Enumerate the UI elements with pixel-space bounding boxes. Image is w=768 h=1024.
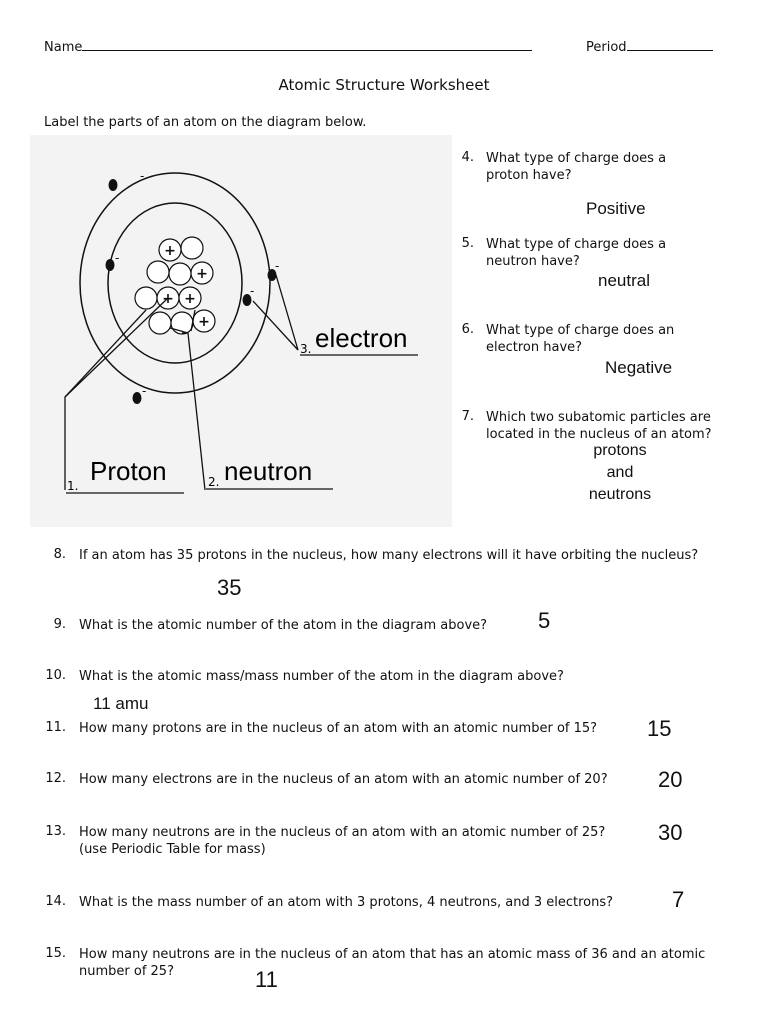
neutron-1 bbox=[181, 237, 203, 259]
answer-4: Positive bbox=[586, 199, 646, 218]
electron-2 bbox=[106, 259, 115, 271]
electron-sign: - bbox=[115, 251, 120, 265]
neutron-5 bbox=[149, 312, 171, 334]
electron-sign: - bbox=[275, 259, 280, 273]
question-text bbox=[79, 824, 659, 858]
question-text-line: How many neutrons are in the nucleus of an atom with an atomic number of 25? bbox=[79, 825, 606, 840]
name-label: Name bbox=[44, 38, 532, 55]
instruction-text: Label the parts of an atom on the diagram below. bbox=[44, 115, 367, 130]
question-text: What is the atomic number of the atom in the diagram above? bbox=[79, 618, 488, 633]
proton-sign: + bbox=[164, 243, 176, 259]
question-number: 10. bbox=[45, 668, 66, 683]
answer-7-line: protons bbox=[593, 442, 647, 459]
answer-7 bbox=[560, 440, 680, 506]
label-3-answer: electron bbox=[315, 323, 408, 353]
question-number: 5. bbox=[461, 236, 474, 251]
answer-13: 30 bbox=[658, 820, 683, 845]
question-number: 14. bbox=[45, 894, 66, 909]
neutron-2 bbox=[147, 261, 169, 283]
question-number: 12. bbox=[45, 771, 66, 786]
question-number: 9. bbox=[53, 617, 66, 632]
label-2-answer: neutron bbox=[224, 456, 313, 486]
answer-5: neutral bbox=[598, 271, 650, 290]
question-number: 8. bbox=[53, 547, 66, 562]
answer-15: 11 bbox=[255, 967, 278, 992]
name-blank[interactable] bbox=[82, 38, 532, 51]
proton-sign: + bbox=[198, 314, 210, 330]
proton-sign: + bbox=[184, 291, 196, 307]
question-number: 7. bbox=[461, 409, 474, 424]
question-text: How many electrons are in the nucleus of an atom with an atomic number of 20? bbox=[79, 772, 608, 787]
proton-sign: + bbox=[162, 291, 174, 307]
question-number: 11. bbox=[45, 720, 66, 735]
question-text: How many neutrons are in the nucleus of an atom that has an atomic mass of 36 and an atomic number of 25? bbox=[79, 947, 706, 979]
question-text: What is the atomic mass/mass number of the atom in the diagram above? bbox=[79, 669, 564, 684]
question-number: 13. bbox=[45, 824, 66, 839]
answer-7-line: neutrons bbox=[588, 486, 652, 503]
answer-10: 11 amu bbox=[93, 694, 149, 713]
answer-6: Negative bbox=[605, 358, 673, 377]
electron-1 bbox=[109, 179, 118, 191]
label-2-number: 2. bbox=[208, 475, 220, 489]
answer-7-line: and bbox=[606, 464, 634, 481]
proton-sign: + bbox=[196, 266, 208, 282]
question-text: Which two subatomic particles are located in the nucleus of an atom? bbox=[486, 410, 712, 442]
label-3-number: 3. bbox=[300, 342, 312, 356]
page-title: Atomic Structure Worksheet bbox=[278, 76, 490, 94]
period-blank[interactable] bbox=[627, 38, 713, 51]
neutron-3 bbox=[169, 263, 191, 285]
question-text-note: (use Periodic Table for mass) bbox=[79, 842, 266, 857]
question-number: 6. bbox=[461, 322, 474, 337]
period-label: Period bbox=[586, 38, 713, 55]
question-text: If an atom has 35 protons in the nucleus, how many electrons will it have orbiting the nucleus? bbox=[79, 548, 699, 563]
answer-11: 15 bbox=[647, 716, 672, 741]
answer-9: 5 bbox=[538, 608, 551, 633]
question-text: What is the mass number of an atom with 3 protons, 4 neutrons, and 3 electrons? bbox=[79, 895, 614, 910]
answer-12: 20 bbox=[658, 767, 683, 792]
electron-sign: - bbox=[250, 284, 255, 298]
atom-diagram bbox=[30, 135, 452, 527]
question-text: How many protons are in the nucleus of an atom with an atomic number of 15? bbox=[79, 721, 598, 736]
label-1-answer: Proton bbox=[90, 456, 167, 486]
label-1-number: 1. bbox=[67, 479, 79, 493]
electron-5 bbox=[133, 392, 142, 404]
electron-sign: - bbox=[142, 384, 147, 398]
question-number: 15. bbox=[45, 946, 66, 961]
answer-14: 7 bbox=[672, 887, 685, 912]
electron-sign: - bbox=[140, 169, 145, 183]
question-text: What type of charge does a neutron have? bbox=[486, 237, 667, 269]
question-text: What type of charge does an electron have? bbox=[486, 323, 675, 355]
neutron-4 bbox=[135, 287, 157, 309]
answer-8: 35 bbox=[217, 575, 242, 600]
question-number: 4. bbox=[461, 150, 474, 165]
question-text: What type of charge does a proton have? bbox=[486, 151, 667, 183]
